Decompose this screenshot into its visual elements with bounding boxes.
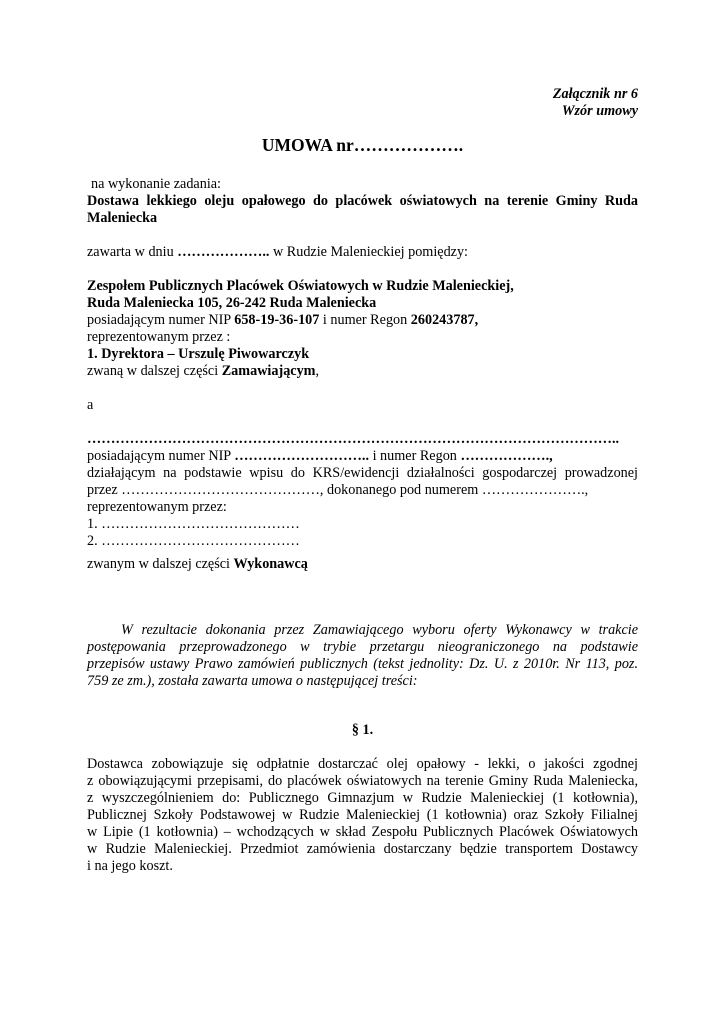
preamble-line: W rezultacie dokonania przez Zamawiającego wyboru oferty Wykonawcy w trakcie	[121, 622, 638, 638]
section1-line: z obowiązującymi przepisami, do placówek oświatowych na terenie Gminy Ruda Maleniecka,	[87, 773, 638, 789]
contractor-basis-line2: przez ……………………………………, dokonanego pod numerem ………………….,	[87, 482, 589, 498]
contract-title: UMOWA nr……………….	[261, 135, 464, 155]
contractor-regon-blank: ……………….,	[460, 448, 553, 464]
concluded-line	[87, 244, 468, 261]
contractor-rep1: 1. ……………………………………	[87, 516, 300, 532]
and-word: a	[87, 397, 94, 413]
contractor-regon-label: i numer Regon	[369, 448, 461, 464]
contractor-nip-blank: ………………………..	[234, 448, 370, 464]
contractor-ids-line	[87, 448, 553, 465]
orderer-ids-line	[87, 312, 478, 329]
orderer-representative: 1. Dyrektora – Urszulę Piwowarczyk	[87, 346, 310, 362]
orderer-name-line2: Ruda Maleniecka 105, 26-242 Ruda Maleniecka	[87, 295, 377, 311]
orderer-called-name: Zamawiającym	[221, 363, 316, 379]
section1-line: w Lipie (1 kotłownia) – wchodzących w skład Zespołu Publicznych Placówek Oświatowych	[87, 824, 638, 840]
orderer-called-line	[87, 363, 319, 380]
preamble-line: postępowania przeprowadzonego w trybie przetargu nieograniczonego na podstawie	[87, 639, 638, 655]
annex-label: Załącznik nr 6	[552, 86, 638, 102]
contractor-rep2: 2. ……………………………………	[87, 533, 300, 549]
contractor-called-name: Wykonawcą	[233, 556, 308, 572]
orderer-called-prefix: zwaną w dalszej części	[87, 363, 222, 379]
task-name-line1: Dostawa lekkiego oleju opałowego do placówek oświatowych na terenie Gminy Ruda	[87, 193, 638, 209]
contractor-called-prefix: zwanym w dalszej części	[87, 556, 234, 572]
section1-line: Dostawca zobowiązuje się odpłatnie dostarczać olej opałowy - lekki, o jakości zgodnej	[87, 756, 638, 772]
contractor-basis-line1: działającym na podstawie wpisu do KRS/ewidencji działalności gospodarczej prowadzonej	[87, 465, 638, 481]
concluded-date-blank: ………………..	[177, 244, 270, 260]
contractor-represented: reprezentowanym przez:	[87, 499, 227, 515]
orderer-name-line1: Zespołem Publicznych Placówek Oświatowych w Rudzie Malenieckiej,	[87, 278, 514, 294]
section1-line: i na jego koszt.	[87, 858, 173, 874]
contractor-called-line	[87, 556, 308, 573]
orderer-represented: reprezentowanym przez :	[87, 329, 231, 345]
task-name-line2: Maleniecka	[87, 210, 158, 226]
orderer-regon-label: i numer Regon	[319, 312, 411, 328]
orderer-nip-label: posiadającym numer NIP	[87, 312, 235, 328]
task-intro: na wykonanie zadania:	[91, 176, 221, 192]
section1-line: Publicznej Szkoły Podstawowej w Rudzie Malenieckiej (1 kotłownia) oraz Szkoły Filialnej	[87, 807, 638, 823]
section1-heading: § 1.	[351, 722, 374, 738]
section1-line: z wyszczególnieniem do: Publicznego Gimnazjum w Rudzie Malenieckiej (1 kotłownia),	[87, 790, 638, 806]
template-label: Wzór umowy	[561, 103, 638, 119]
section1-line: w Rudzie Malenieckiej. Przedmiot zamówienia dostarczany będzie transportem Dostawcy	[87, 841, 638, 857]
contractor-nip-label: posiadającym numer NIP	[87, 448, 235, 464]
orderer-nip: 658-19-36-107	[234, 312, 320, 328]
contractor-name-blank: …………………………………………………………………………………………………..	[87, 431, 620, 447]
concluded-suffix: w Rudzie Malenieckiej pomiędzy:	[269, 244, 469, 260]
preamble-line: przepisów ustawy Prawo zamówień publicznych (tekst jednolity: Dz. U. z 2010r. Nr 113, poz.	[87, 656, 638, 672]
concluded-prefix: zawarta w dniu	[87, 244, 178, 260]
orderer-regon: 260243787,	[410, 312, 479, 328]
orderer-called-suffix: ,	[315, 363, 320, 379]
preamble-line: 759 ze zm.), została zawarta umowa o następującej treści:	[87, 673, 418, 689]
